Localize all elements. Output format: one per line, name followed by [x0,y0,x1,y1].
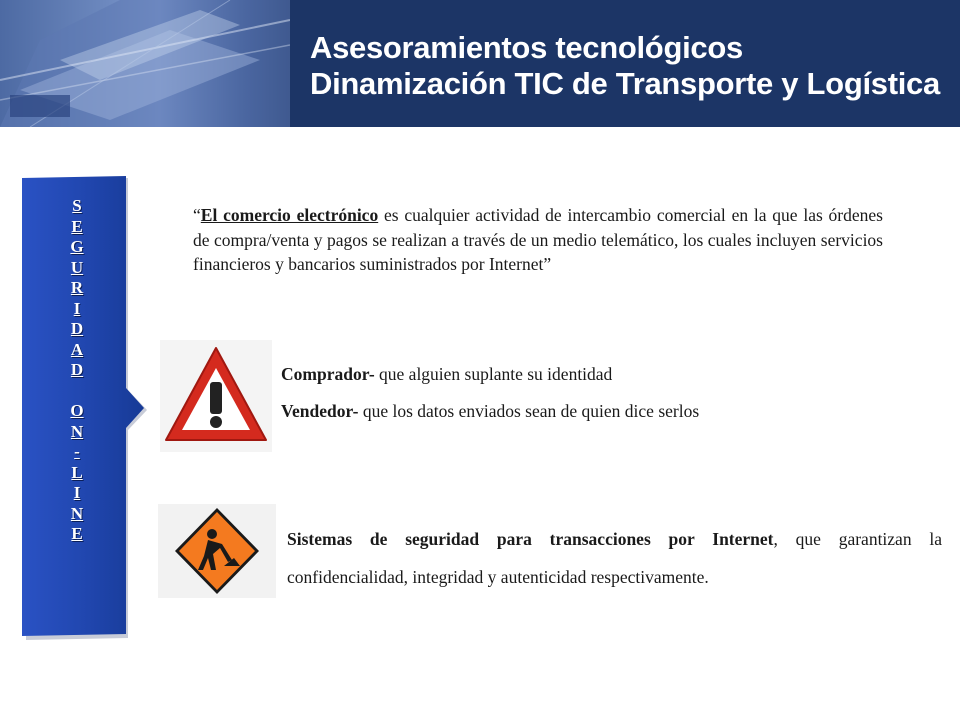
side-tab-letter: R [70,278,84,297]
side-tab-letter: N [70,503,84,523]
side-tab-letter: G [70,237,84,256]
definition-text: es cualquier actividad de intercambio comercial en la que las órdenes de compra/venta y pagos se realizan a través de un medio telemático, los cuales incluyen servicios financieros y bancarios suministrados por Internet” [193,205,883,274]
side-tab-letter [22,381,132,402]
side-tab-letter: O [70,401,84,420]
side-tab-letter: I [73,483,81,502]
construction-sign-icon [158,504,276,598]
security-text: , que garantizan la confidencialidad, integridad y autenticidad respectivamente. [287,529,942,587]
banner-title-line1: Asesoramientos tecnológicos [310,30,743,65]
banner-title [310,30,940,102]
side-tab-letter: E [71,524,83,543]
side-tab-letter: L [71,462,83,482]
banner-title-line2: Dinamización TIC de Transporte y Logística [310,66,940,101]
risk-label: Comprador- [281,364,375,384]
list-item [281,399,699,423]
list-item [281,362,699,386]
definition-term: El comercio electrónico [200,205,379,225]
side-tab-letter: D [70,319,84,338]
risk-text: que alguien suplante su identidad [374,364,613,384]
side-tab-letter: I [73,298,81,318]
security-paragraph [287,520,942,596]
side-tab-letter: D [70,360,84,379]
security-label: Sistemas de seguridad para transacciones por Internet [287,529,774,549]
header-banner [0,0,960,127]
open-quote: “ [193,205,201,225]
side-tab-letter: A [70,339,84,359]
risk-label: Vendedor- [281,401,359,421]
risk-list [281,362,699,436]
definition-paragraph [193,203,883,277]
risk-text: que los datos enviados sean de quien dice serlos [358,401,700,421]
side-tab-letter: E [71,216,83,236]
side-tab-letter: - [74,442,80,461]
warning-triangle-icon [160,340,272,452]
side-tab-letter: U [70,257,84,277]
banner-image [0,0,290,127]
side-tab-label [22,196,132,545]
side-tab-letter: N [70,421,84,441]
side-tab-letter: S [72,196,82,215]
